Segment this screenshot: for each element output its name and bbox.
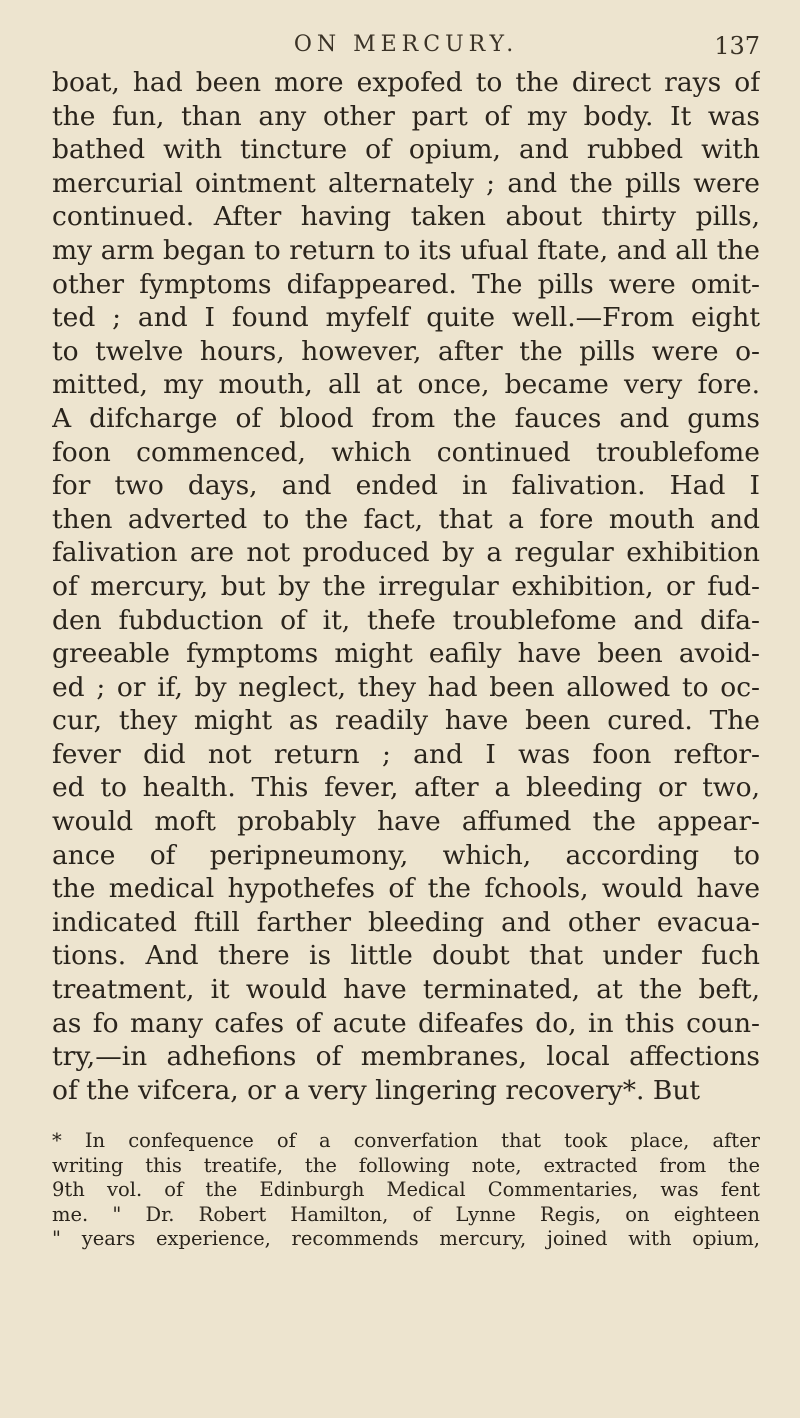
body-line: greeable fymptoms might eafily have been avoid- bbox=[52, 638, 760, 670]
body-line: other fymptoms difappeared. The pills were omit- bbox=[52, 268, 760, 300]
body-line: my arm began to return to its ufual ftate, and all the bbox=[52, 234, 760, 266]
body-line: boat, had been more expofed to the direct rays of bbox=[52, 67, 760, 98]
body-line: ted ; and I found myfelf quite well.—From eight bbox=[52, 302, 760, 334]
body-line: of mercury, but by the irregular exhibition, or fud- bbox=[52, 570, 760, 602]
body-line: ed ; or if, by neglect, they had been allowed to oc- bbox=[52, 671, 760, 703]
footnote-line: me. " Dr. Robert Hamilton, of Lynne Regis, on eighteen bbox=[52, 1202, 760, 1226]
body-line: would moft probably have affumed the appear- bbox=[52, 806, 760, 838]
body-line: for two days, and ended in falivation. Had I bbox=[52, 470, 760, 502]
body-line: try,—in adhefions of membranes, local affections bbox=[52, 1041, 760, 1073]
body-line: foon commenced, which continued troublefome bbox=[52, 436, 760, 468]
body-line: A difcharge of blood from the fauces and gums bbox=[52, 402, 760, 434]
body-line: the fun, than any other part of my body. It was bbox=[52, 100, 760, 132]
page-number: 137 bbox=[714, 32, 760, 60]
body-line: then adverted to the fact, that a fore mouth and bbox=[52, 503, 760, 535]
footnote-line: " years experience, recommends mercury, joined with opium, bbox=[52, 1227, 760, 1251]
running-title: ON MERCURY. bbox=[293, 32, 519, 57]
body-line: mitted, my mouth, all at once, became very fore. bbox=[52, 369, 760, 401]
footnote-line: * In confequence of a converfation that took place, after bbox=[52, 1129, 760, 1153]
body-line: the medical hypothefes of the fchools, would have bbox=[52, 873, 760, 905]
body-line: as fo many cafes of acute difeafes do, in this coun- bbox=[52, 1007, 760, 1039]
footnote bbox=[52, 1129, 760, 1252]
body-line: treatment, it would have terminated, at the beft, bbox=[52, 974, 760, 1006]
body-line: fever did not return ; and I was foon reftor- bbox=[52, 738, 760, 770]
body-line: den fubduction of it, thefe troublefome and difa- bbox=[52, 604, 760, 636]
footnote-line: 9th vol. of the Edinburgh Medical Commentaries, was fent bbox=[52, 1178, 760, 1202]
body-line: tions. And there is little doubt that under fuch bbox=[52, 940, 760, 972]
body-line: of the vifcera, or a very lingering recovery*. But bbox=[52, 1074, 701, 1106]
body-line: indicated ftill farther bleeding and other evacua- bbox=[52, 906, 760, 938]
body-line: bathed with tincture of opium, and rubbed with bbox=[52, 134, 760, 166]
body-text bbox=[52, 66, 760, 1107]
body-line: continued. After having taken about thirty pills, bbox=[52, 201, 760, 233]
body-line: falivation are not produced by a regular exhibition bbox=[52, 537, 760, 569]
footnote-line: writing this treatife, the following note, extracted from the bbox=[52, 1153, 760, 1177]
body-line: to twelve hours, however, after the pills were o- bbox=[52, 335, 760, 367]
body-line: mercurial ointment alternately ; and the pills were bbox=[52, 167, 760, 199]
body-line: ance of peripneumony, which, according to bbox=[52, 839, 760, 871]
body-line: ed to health. This fever, after a bleeding or two, bbox=[52, 772, 760, 804]
body-line: cur, they might as readily have been cured. The bbox=[52, 705, 760, 737]
running-head bbox=[52, 20, 760, 64]
